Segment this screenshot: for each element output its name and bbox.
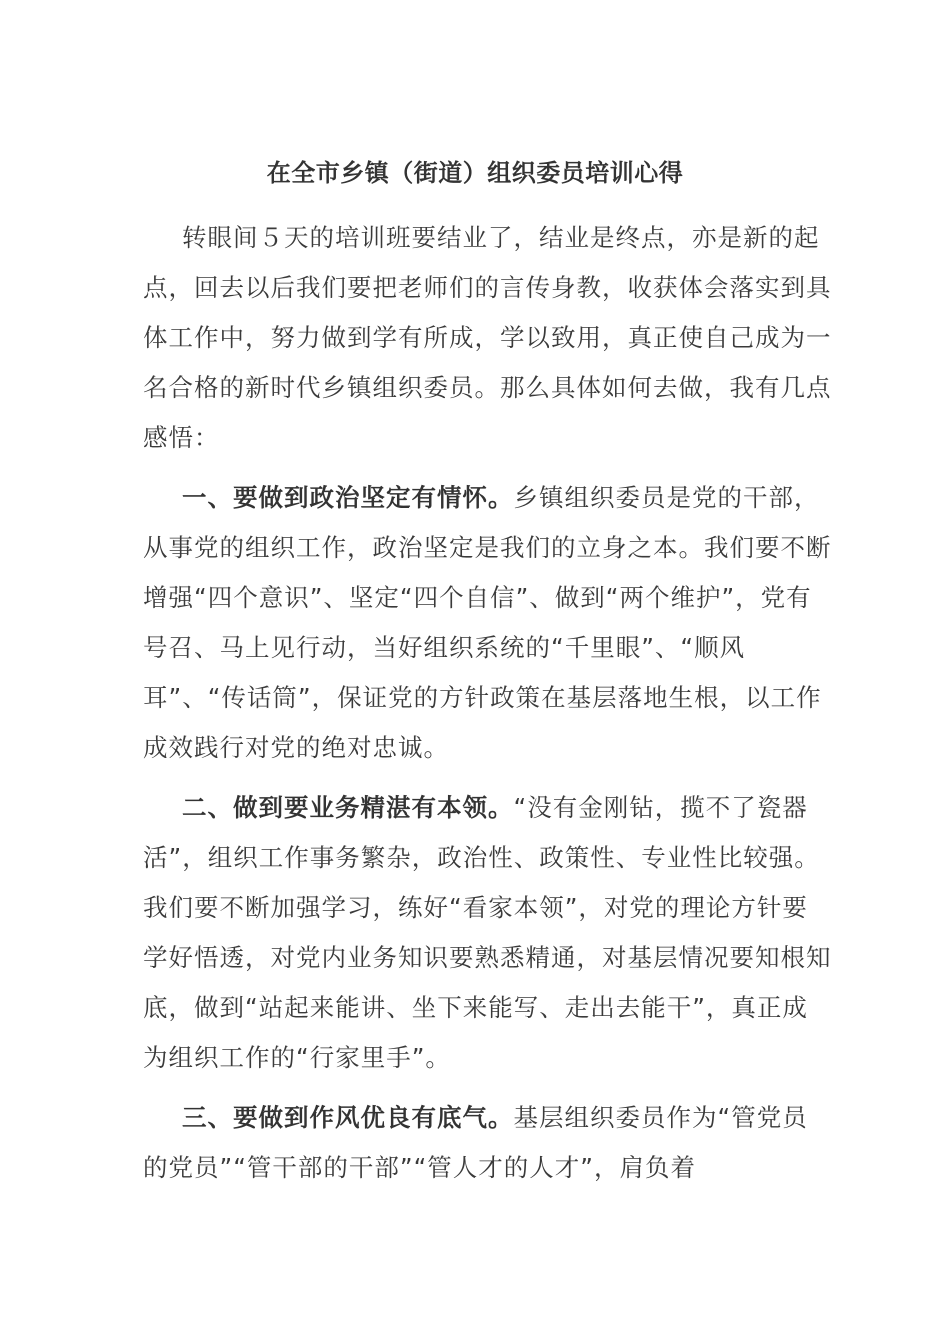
paragraph-point-3	[143, 1093, 833, 1193]
paragraph-text: “没有金刚钻，揽不了瓷器活”，组织工作事务繁杂，政治性、政策性、专业性比较强。我们要不断加强学习，练好“看家本领”，对党的理论方针要学好悟透，对党内业务知识要熟悉精通，对基层情况要知根知底，做到“站起来能讲、坐下来能写、走出去能干”，真正成为组织工作的“行家里手”。	[143, 793, 832, 1072]
paragraph-lead: 一、要做到政治坚定有情怀。	[182, 483, 514, 512]
paragraph-point-1	[143, 473, 833, 773]
paragraph-text: 乡镇组织委员是党的干部，从事党的组织工作，政治坚定是我们的立身之本。我们要不断增强“四个意识”、坚定“四个自信”、做到“两个维护”，党有号召、马上见行动，当好组织系统的“千里眼”、“顺风耳”、“传话筒”，保证党的方针政策在基层落地生根，以工作成效践行对党的绝对忠诚。	[143, 483, 832, 762]
paragraph-lead: 三、要做到作风优良有底气。	[182, 1103, 514, 1132]
paragraph-lead: 二、做到要业务精湛有本领。	[182, 793, 514, 822]
paragraph-point-2	[143, 783, 833, 1083]
paragraph-text: 基层组织委员作为“管党员的党员”“管干部的干部”“管人才的人才”，肩负着	[143, 1103, 808, 1182]
paragraph-intro	[143, 213, 833, 463]
paragraph-text: 转眼间５天的培训班要结业了，结业是终点，亦是新的起点，回去以后我们要把老师们的言传身教，收获体会落实到具体工作中，努力做到学有所成，学以致用，真正使自己成为一名合格的新时代乡镇组织委员。那么具体如何去做，我有几点感悟：	[143, 223, 832, 452]
document-title: 在全市乡镇（街道）组织委员培训心得	[266, 159, 684, 187]
